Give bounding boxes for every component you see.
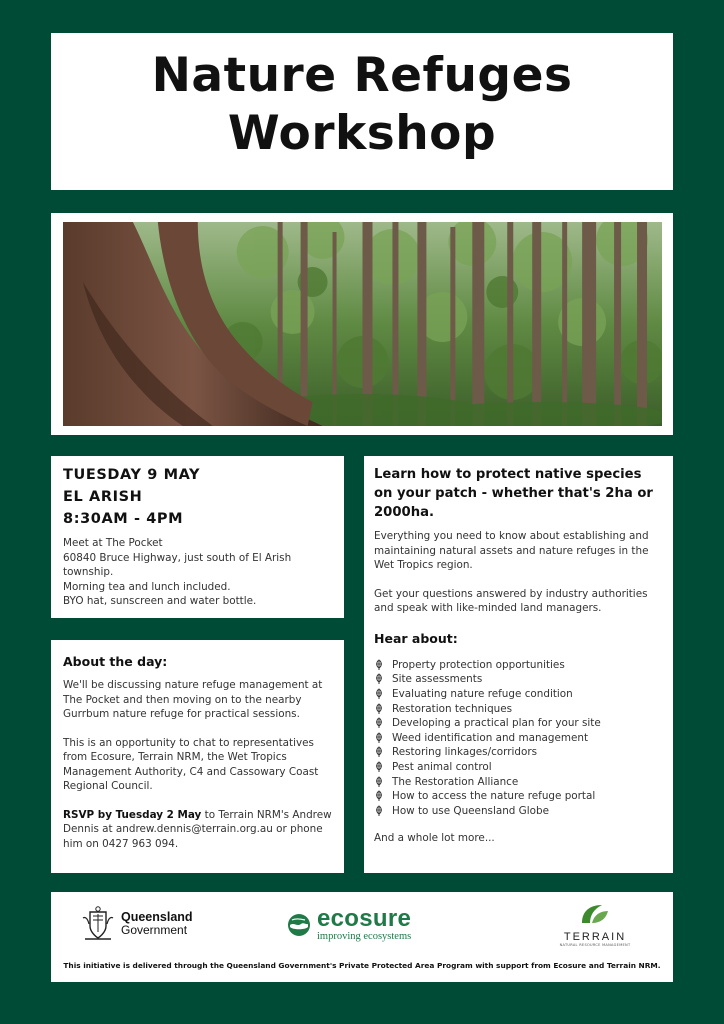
list-item-label: Restoration techniques xyxy=(392,702,513,715)
list-item xyxy=(374,803,663,818)
list-item-label: How to access the nature refuge portal xyxy=(392,790,596,803)
event-detail-line: BYO hat, sunscreen and water bottle. xyxy=(63,595,257,607)
list-item xyxy=(374,774,663,789)
list-item xyxy=(374,687,663,702)
page-title xyxy=(51,33,673,163)
about-panel xyxy=(51,640,344,873)
learn-panel xyxy=(364,456,673,873)
hear-about-list xyxy=(374,658,663,819)
leaf-icon xyxy=(374,673,384,685)
leaf-icon xyxy=(374,805,384,817)
list-item xyxy=(374,716,663,731)
about-heading: About the day: xyxy=(63,654,168,669)
leaf-icon xyxy=(374,746,384,758)
about-paragraph-2: This is an opportunity to chat to representatives from Ecosure, Terrain NRM, the Wet Tropics Management Authority, C4 and Cassowary Coast Regional Council. xyxy=(63,736,319,792)
leaf-icon xyxy=(374,717,384,729)
leaf-icon xyxy=(374,790,384,802)
event-detail-line: Morning tea and lunch included. xyxy=(63,580,231,593)
list-item xyxy=(374,745,663,760)
leaf-icon xyxy=(374,776,384,788)
funding-note: This initiative is delivered through the Queensland Government's Private Protected Area Program with support from Ecosure and Terrain NRM. xyxy=(63,961,661,970)
learn-paragraph-2: Get your questions answered by industry authorities and speak with like-minded land managers. xyxy=(374,587,648,614)
footer-panel xyxy=(51,892,673,982)
leaf-icon xyxy=(374,732,384,744)
queensland-government-logo xyxy=(81,906,193,942)
list-item-label: Site assessments xyxy=(392,673,483,686)
learn-heading: Learn how to protect native species on your patch - whether that's 2ha or 2000ha. xyxy=(374,467,653,520)
terrain-name: TERRAIN xyxy=(563,931,627,943)
event-details xyxy=(63,536,332,609)
rsvp-deadline: RSVP by Tuesday 2 May xyxy=(63,808,202,821)
event-date: TUESDAY 9 MAY xyxy=(63,467,201,483)
terrain-leaf-icon xyxy=(580,903,610,925)
list-item xyxy=(374,658,663,673)
learn-paragraph-1: Everything you need to know about establishing and maintaining natural assets and nature refuges in the Wet Tropics region. xyxy=(374,530,649,571)
list-item-label: How to use Queensland Globe xyxy=(392,804,549,817)
event-info-panel xyxy=(51,456,344,618)
leaf-icon xyxy=(374,659,384,671)
rainforest-photo xyxy=(63,222,662,426)
terrain-tagline: NATURAL RESOURCE MANAGEMENT xyxy=(559,943,631,947)
about-paragraph-1: We'll be discussing nature refuge management at The Pocket and then moving on to the nearby Gurrbum nature refuge for practical sessions. xyxy=(63,679,323,720)
leaf-icon xyxy=(374,761,384,773)
ecosure-tagline: improving ecosystems xyxy=(317,931,412,942)
event-detail-line: Meet at The Pocket xyxy=(63,537,163,549)
hear-about-heading: Hear about: xyxy=(374,630,458,646)
list-item xyxy=(374,672,663,687)
list-item-label: Evaluating nature refuge condition xyxy=(392,687,573,700)
ecosure-logo xyxy=(287,907,411,942)
list-item-label: Property protection opportunities xyxy=(392,658,565,671)
event-time: 8:30AM - 4PM xyxy=(63,511,184,527)
title-line-1: Nature Refuges xyxy=(151,48,573,103)
list-item xyxy=(374,789,663,804)
list-item-label: Restoring linkages/corridors xyxy=(392,746,538,759)
list-item xyxy=(374,701,663,716)
title-line-2: Workshop xyxy=(227,106,497,161)
leaf-icon xyxy=(374,688,384,700)
leaf-icon xyxy=(374,703,384,715)
event-detail-line: 60840 Bruce Highway, just south of El Arish xyxy=(63,551,292,564)
rsvp-paragraph xyxy=(63,808,332,852)
rsvp-contact: to Terrain NRM's Andrew Dennis at andrew.dennis@terrain.org.au or phone him on 0427 963 094. xyxy=(63,808,332,850)
list-item xyxy=(374,730,663,745)
list-item xyxy=(374,760,663,775)
more-text: And a whole lot more... xyxy=(374,832,495,845)
queensland-label: Queensland xyxy=(121,910,193,924)
ecosure-globe-icon xyxy=(287,913,311,937)
event-location: EL ARISH xyxy=(63,489,143,505)
event-detail-line: township. xyxy=(63,566,114,578)
title-panel xyxy=(51,33,673,190)
queensland-crest-icon xyxy=(81,906,115,942)
list-item-label: Weed identification and management xyxy=(392,731,589,744)
photo-panel xyxy=(51,213,673,435)
terrain-logo xyxy=(549,903,641,947)
list-item-label: Pest animal control xyxy=(392,760,492,773)
ecosure-name: ecosure xyxy=(317,905,412,932)
list-item-label: Developing a practical plan for your site xyxy=(392,717,601,730)
list-item-label: The Restoration Alliance xyxy=(392,775,519,788)
government-label: Government xyxy=(121,923,188,937)
